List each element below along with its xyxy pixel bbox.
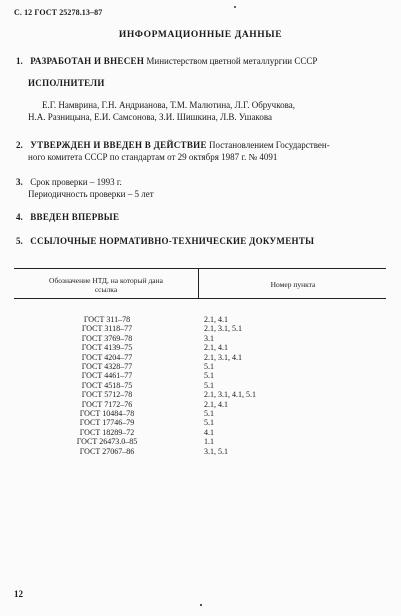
table-cell-doc: ГОСТ 17746–79 (79, 418, 135, 428)
table-cell-clause: 1.1 (204, 437, 214, 447)
section-2 (16, 140, 386, 151)
table-top-rule (14, 268, 386, 269)
section-4-heading: ВВЕДЕН ВПЕРВЫЕ (30, 212, 120, 222)
section-3-number: 3. (16, 177, 23, 187)
section-3-line-1: Срок проверки – 1993 г. (30, 177, 122, 187)
page-number: 12 (14, 589, 23, 599)
table-cell-doc: ГОСТ 4328–77 (81, 362, 133, 372)
section-4 (16, 212, 386, 223)
scan-speck (200, 604, 202, 606)
section-2-text-2: ного комитета СССР по стандартам от 29 октября 1987 г. № 4091 (28, 152, 278, 162)
table-cell-clause: 2.1, 3.1, 4.1, 5.1 (204, 390, 256, 400)
table-cell-doc: ГОСТ 5712–78 (81, 390, 133, 400)
table-cell-clause: 3.1 (204, 333, 214, 343)
performers-title: ИСПОЛНИТЕЛИ (28, 78, 105, 88)
section-2-text-1: Постановлением Государствен- (209, 140, 330, 150)
table-header-document-line-1: Обозначение НТД, на который дана (49, 276, 163, 285)
table-cell-clause: 5.1 (204, 362, 214, 372)
table-cell-doc: ГОСТ 4461–77 (81, 371, 133, 381)
section-1 (16, 56, 386, 67)
table-cell-clause: 5.1 (204, 380, 214, 390)
table-cell-doc: ГОСТ 311–78 (83, 315, 131, 324)
table-cell-doc: ГОСТ 27067–86 (79, 446, 135, 456)
table-cell-clause: 2.1, 4.1 (204, 315, 228, 324)
page-header: С. 12 ГОСТ 25278.13–87 (14, 8, 103, 17)
table-cell-clause: 5.1 (204, 409, 214, 419)
table-cell-doc: ГОСТ 3118–77 (81, 324, 133, 334)
table-cell-clause: 5.1 (204, 418, 214, 428)
performers-line-1: Е.Г. Намврина, Г.Н. Андрианова, Т.М. Малютина, Л.Г. Обручкова, (42, 100, 295, 110)
table-cell-clause: 3.1, 5.1 (204, 446, 228, 456)
table-cell-doc: ГОСТ 4518–75 (81, 380, 133, 390)
table-header-document-line-2: ссылка (94, 285, 118, 294)
table-cell-doc: ГОСТ 18289–72 (79, 427, 135, 437)
table-cell-clause: 5.1 (204, 371, 214, 381)
section-1-text: Министерством цветной металлургии СССР (146, 56, 318, 66)
section-5 (16, 236, 386, 247)
document-title: ИНФОРМАЦИОННЫЕ ДАННЫЕ (118, 30, 283, 40)
section-1-number: 1. (16, 56, 23, 66)
table-cell-doc: ГОСТ 26473.0–85 (76, 437, 138, 447)
table-cell-clause: 2.1, 3.1, 5.1 (204, 324, 242, 334)
section-2-number: 2. (16, 140, 23, 150)
table-cell-doc: ГОСТ 4204–77 (81, 352, 133, 362)
performers-line-2: Н.А. Разницына, Е.И. Самсонова, З.И. Шишкина, Л.В. Ушакова (28, 112, 272, 122)
table-cell-doc: ГОСТ 3769–78 (81, 333, 133, 343)
table-cell-doc: ГОСТ 7172–76 (81, 399, 133, 409)
table-cell-clause: 4.1 (204, 427, 214, 437)
section-3-line-2: Периодичность проверки – 5 лет (28, 189, 154, 199)
section-1-heading: РАЗРАБОТАН И ВНЕСЕН (30, 56, 145, 66)
table-header-document (20, 276, 192, 294)
table-cell-clause: 2.1, 3.1, 4.1 (204, 352, 242, 362)
table-header-clause: Номер пункта (270, 280, 316, 289)
table-cell-clause: 2.1, 4.1 (204, 399, 228, 409)
section-3 (16, 177, 386, 188)
table-column-documents (30, 315, 184, 456)
section-2-heading: УТВЕРЖДЕН И ВВЕДЕН В ДЕЙСТВИЕ (30, 140, 207, 150)
table-column-clauses (204, 315, 354, 456)
table-header-rule (14, 298, 386, 299)
table-header-divider (198, 268, 199, 298)
table-cell-doc: ГОСТ 10484–78 (79, 409, 135, 419)
scan-speck (234, 6, 236, 8)
section-5-number: 5. (16, 236, 23, 246)
section-5-heading: ССЫЛОЧНЫЕ НОРМАТИВНО-ТЕХНИЧЕСКИЕ ДОКУМЕНТЫ (30, 236, 315, 246)
section-4-number: 4. (16, 212, 23, 222)
table-cell-clause: 2.1, 4.1 (204, 343, 228, 353)
table-cell-doc: ГОСТ 4139–75 (81, 343, 133, 353)
